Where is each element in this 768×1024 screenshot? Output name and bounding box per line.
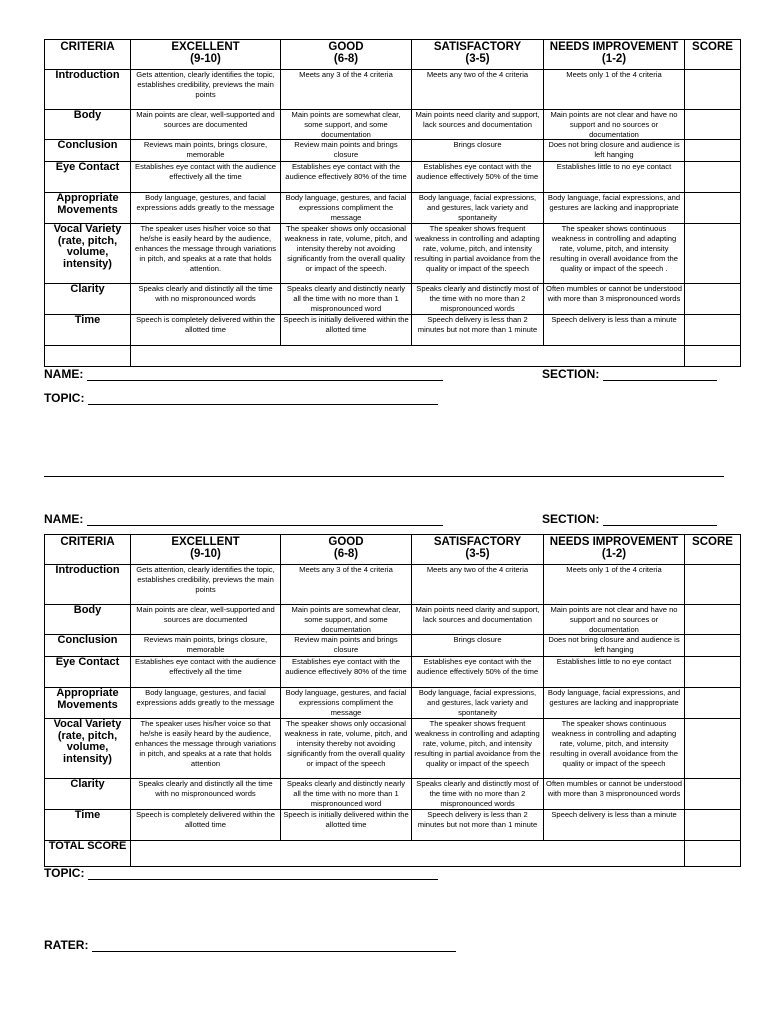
criterion-description: Meets any 3 of the 4 criteria xyxy=(281,70,412,110)
section-label: SECTION: xyxy=(542,367,600,381)
criterion-description: Establishes little to no eye contact xyxy=(544,162,685,193)
criterion-description: Main points are not clear and have no support and no sources or documentation xyxy=(544,110,685,140)
criterion-description: Speech is initially delivered within the allotted time xyxy=(281,810,412,841)
score-cell[interactable] xyxy=(685,162,741,193)
level-header-excellent: EXCELLENT (9-10) xyxy=(131,40,281,70)
section-blank[interactable] xyxy=(603,515,717,526)
criterion-description: Reviews main points, brings closure, memorable xyxy=(131,635,281,657)
score-cell[interactable] xyxy=(685,284,741,315)
criterion-description: Meets any two of the 4 criteria xyxy=(412,565,544,605)
table-row xyxy=(45,284,741,315)
score-cell[interactable] xyxy=(685,635,741,657)
criterion-description: Body language, gestures, and facial expressions compliment the message xyxy=(281,193,412,224)
criterion-description: Meets any two of the 4 criteria xyxy=(412,70,544,110)
score-cell[interactable] xyxy=(685,657,741,688)
criterion-description: Body language, gestures, and facial expressions adds greatly to the message xyxy=(131,688,281,719)
score-header: SCORE xyxy=(685,40,741,70)
table-row xyxy=(45,162,741,193)
criterion-description: Main points need clarity and support, lack sources and documentation xyxy=(412,110,544,140)
criterion-name: Eye Contact xyxy=(45,657,131,688)
score-cell[interactable] xyxy=(685,565,741,605)
table-row xyxy=(45,719,741,779)
criterion-name: Appropriate Movements xyxy=(45,688,131,719)
criterion-description: Meets only 1 of the 4 criteria xyxy=(544,565,685,605)
criterion-description: Reviews main points, brings closure, memorable xyxy=(131,140,281,162)
table-row xyxy=(45,657,741,688)
criterion-description: Body language, gestures, and facial expressions adds greatly to the message xyxy=(131,193,281,224)
section-blank[interactable] xyxy=(603,370,717,381)
criterion-description: Body language, facial expressions, and gestures are lacking and inappropriate xyxy=(544,688,685,719)
criterion-description: Speech is completely delivered within the allotted time xyxy=(131,810,281,841)
topic-blank[interactable] xyxy=(88,869,438,880)
level-header-needs-improvement: NEEDS IMPROVEMENT (1-2) xyxy=(544,40,685,70)
level-header-needs-improvement: NEEDS IMPROVEMENT (1-2) xyxy=(544,535,685,565)
criterion-description: Speaks clearly and distinctly nearly all the time with no more than 1 mispronounced word xyxy=(281,284,412,315)
criterion-name: Vocal Variety (rate, pitch, volume, intensity) xyxy=(45,719,131,779)
criterion-description: The speaker shows frequent weakness in controlling and adapting rate, volume, pitch, and intensity resulting in partial avoidance from the quality or impact of the speech xyxy=(412,719,544,779)
name-label: NAME: xyxy=(44,367,84,381)
criterion-description: The speaker uses his/her voice so that he/she is easily heard by the audience, enhances the message through variations in pitch, and speaks at a rate that holds attention xyxy=(131,719,281,779)
criterion-description: Often mumbles or cannot be understood with more than 3 mispronounced words xyxy=(544,779,685,810)
topic-label: TOPIC: xyxy=(44,391,85,405)
criterion-description: Meets only 1 of the 4 criteria xyxy=(544,70,685,110)
criterion-description: Establishes eye contact with the audience effectively 50% of the time xyxy=(412,657,544,688)
criterion-description: Body language, gestures, and facial expressions compliment the message xyxy=(281,688,412,719)
topic-label: TOPIC: xyxy=(44,866,85,880)
criterion-description: The speaker shows only occasional weakness in rate, volume, pitch, and intensity thereby not avoiding significantly from the overall quality or impact of the speech. xyxy=(281,224,412,284)
score-cell[interactable] xyxy=(685,810,741,841)
criterion-name: Time xyxy=(45,810,131,841)
criterion-description: Speaks clearly and distinctly all the time with no mispronounced words xyxy=(131,779,281,810)
criterion-name: Clarity xyxy=(45,284,131,315)
level-header-satisfactory: SATISFACTORY (3-5) xyxy=(412,40,544,70)
table-row xyxy=(45,810,741,841)
criterion-description: Establishes eye contact with the audience effectively all the time xyxy=(131,162,281,193)
criterion-description: The speaker shows continuous weakness in controlling and adapting rate, volume, pitch, and intensity resulting in overall avoidance from the quality or impact of the speech xyxy=(544,719,685,779)
criterion-description: Main points are clear, well-supported and sources are documented xyxy=(131,110,281,140)
topic-blank[interactable] xyxy=(88,394,438,405)
section-label: SECTION: xyxy=(542,512,600,526)
rater-blank[interactable] xyxy=(92,941,456,952)
topic-line-top[interactable] xyxy=(44,391,438,405)
criterion-description: Gets attention, clearly identifies the topic, establishes credibility, previews the main points xyxy=(131,70,281,110)
score-cell[interactable] xyxy=(685,193,741,224)
criterion-description: Establishes eye contact with the audience effectively 80% of the time xyxy=(281,657,412,688)
criterion-description: Meets any 3 of the 4 criteria xyxy=(281,565,412,605)
table-row xyxy=(45,779,741,810)
name-line-top[interactable] xyxy=(44,367,443,381)
criterion-description: Main points are not clear and have no support and no sources or documentation xyxy=(544,605,685,635)
table-row xyxy=(45,635,741,657)
criterion-description: Establishes eye contact with the audience effectively 50% of the time xyxy=(412,162,544,193)
score-cell[interactable] xyxy=(685,605,741,635)
criterion-name: Introduction xyxy=(45,565,131,605)
topic-line-bottom[interactable] xyxy=(44,866,438,880)
level-header-good: GOOD (6-8) xyxy=(281,40,412,70)
level-header-good: GOOD (6-8) xyxy=(281,535,412,565)
level-header-excellent: EXCELLENT (9-10) xyxy=(131,535,281,565)
level-header-satisfactory: SATISFACTORY (3-5) xyxy=(412,535,544,565)
score-cell[interactable] xyxy=(685,315,741,346)
score-header: SCORE xyxy=(685,535,741,565)
criterion-description: Speech is initially delivered within the allotted time xyxy=(281,315,412,346)
total-blank-cell xyxy=(131,841,685,867)
criterion-name: Vocal Variety (rate, pitch, volume, intensity) xyxy=(45,224,131,284)
name-blank[interactable] xyxy=(87,515,443,526)
score-cell[interactable] xyxy=(685,224,741,284)
page-divider xyxy=(44,476,724,477)
criterion-description: Speaks clearly and distinctly most of the time with no more than 2 mispronounced words xyxy=(412,779,544,810)
rater-label: RATER: xyxy=(44,938,89,952)
name-label: NAME: xyxy=(44,512,84,526)
total-row xyxy=(45,346,741,367)
criterion-description: Speech delivery is less than a minute xyxy=(544,315,685,346)
score-cell[interactable] xyxy=(685,140,741,162)
table-row xyxy=(45,315,741,346)
header-row xyxy=(45,40,741,70)
table-row xyxy=(45,224,741,284)
criterion-name: Eye Contact xyxy=(45,162,131,193)
total-score-cell[interactable] xyxy=(685,841,741,867)
criterion-name: Appropriate Movements xyxy=(45,193,131,224)
total-blank-cell xyxy=(131,346,685,367)
criterion-description: The speaker shows only occasional weakness in rate, volume, pitch, and intensity thereby not avoiding significantly from the overall quality or impact of the speech xyxy=(281,719,412,779)
score-cell[interactable] xyxy=(685,779,741,810)
criterion-description: Brings closure xyxy=(412,140,544,162)
table-row xyxy=(45,70,741,110)
criterion-description: Often mumbles or cannot be understood with more than 3 mispronounced words xyxy=(544,284,685,315)
criterion-description: Brings closure xyxy=(412,635,544,657)
header-row xyxy=(45,535,741,565)
criterion-description: Body language, facial expressions, and gestures are lacking and inappropriate xyxy=(544,193,685,224)
table-row xyxy=(45,565,741,605)
criterion-description: Speech is completely delivered within the allotted time xyxy=(131,315,281,346)
score-cell[interactable] xyxy=(685,70,741,110)
score-cell[interactable] xyxy=(685,719,741,779)
criterion-description: Speech delivery is less than a minute xyxy=(544,810,685,841)
section-line-bottom[interactable] xyxy=(542,512,717,526)
name-blank[interactable] xyxy=(87,370,443,381)
criteria-header: CRITERIA xyxy=(45,535,131,565)
table-row xyxy=(45,140,741,162)
criterion-description: The speaker shows frequent weakness in controlling and adapting rate, volume, pitch, and intensity resulting in partial avoidance from the quality or impact of the speech xyxy=(412,224,544,284)
criterion-description: Body language, facial expressions, and gestures, lack variety and spontaneity xyxy=(412,193,544,224)
criterion-description: The speaker shows continuous weakness in controlling and adapting rate, volume, pitch, and intensity resulting in overall avoidance from the quality or impact of the speech . xyxy=(544,224,685,284)
section-line-top[interactable] xyxy=(542,367,717,381)
criterion-description: Review main points and brings closure xyxy=(281,140,412,162)
criterion-description: Speech delivery is less than 2 minutes but not more than 1 minute xyxy=(412,315,544,346)
total-score-cell[interactable] xyxy=(685,346,741,367)
total-score-label: TOTAL SCORE xyxy=(45,841,131,867)
criterion-description: Review main points and brings closure xyxy=(281,635,412,657)
criterion-description: Main points are clear, well-supported and sources are documented xyxy=(131,605,281,635)
criterion-name: Conclusion xyxy=(45,140,131,162)
criterion-description: Does not bring closure and audience is left hanging xyxy=(544,635,685,657)
criterion-description: Gets attention, clearly identifies the topic, establishes credibility, previews the main points xyxy=(131,565,281,605)
criterion-name: Time xyxy=(45,315,131,346)
criterion-description: Speaks clearly and distinctly all the time with no mispronounced words xyxy=(131,284,281,315)
total-label-cell xyxy=(45,346,131,367)
rubric-table-bottom xyxy=(44,534,741,867)
criterion-name: Body xyxy=(45,605,131,635)
criterion-description: Main points are somewhat clear, some support, and some documentation xyxy=(281,110,412,140)
criteria-header: CRITERIA xyxy=(45,40,131,70)
table-row xyxy=(45,605,741,635)
rater-line[interactable] xyxy=(44,938,456,952)
table-row xyxy=(45,193,741,224)
criterion-description: Main points are somewhat clear, some support, and some documentation xyxy=(281,605,412,635)
criterion-description: Body language, facial expressions, and gestures, lack variety and spontaneity xyxy=(412,688,544,719)
score-cell[interactable] xyxy=(685,688,741,719)
total-row xyxy=(45,841,741,867)
criterion-name: Introduction xyxy=(45,70,131,110)
name-line-bottom[interactable] xyxy=(44,512,443,526)
criterion-name: Body xyxy=(45,110,131,140)
criterion-description: The speaker uses his/her voice so that he/she is easily heard by the audience, enhances the message through variations in pitch, and speaks at a rate that holds attention. xyxy=(131,224,281,284)
criterion-description: Does not bring closure and audience is left hanging xyxy=(544,140,685,162)
criterion-description: Speaks clearly and distinctly most of the time with no more than 2 mispronounced words xyxy=(412,284,544,315)
criterion-description: Speaks clearly and distinctly nearly all the time with no more than 1 mispronounced word xyxy=(281,779,412,810)
score-cell[interactable] xyxy=(685,110,741,140)
rubric-table-top xyxy=(44,39,741,367)
criterion-description: Main points need clarity and support, lack sources and documentation xyxy=(412,605,544,635)
criterion-description: Speech delivery is less than 2 minutes but not more than 1 minute xyxy=(412,810,544,841)
criterion-description: Establishes little to no eye contact xyxy=(544,657,685,688)
criterion-name: Clarity xyxy=(45,779,131,810)
table-row xyxy=(45,688,741,719)
criterion-name: Conclusion xyxy=(45,635,131,657)
criterion-description: Establishes eye contact with the audience effectively all the time xyxy=(131,657,281,688)
criterion-description: Establishes eye contact with the audience effectively 80% of the time xyxy=(281,162,412,193)
table-row xyxy=(45,110,741,140)
